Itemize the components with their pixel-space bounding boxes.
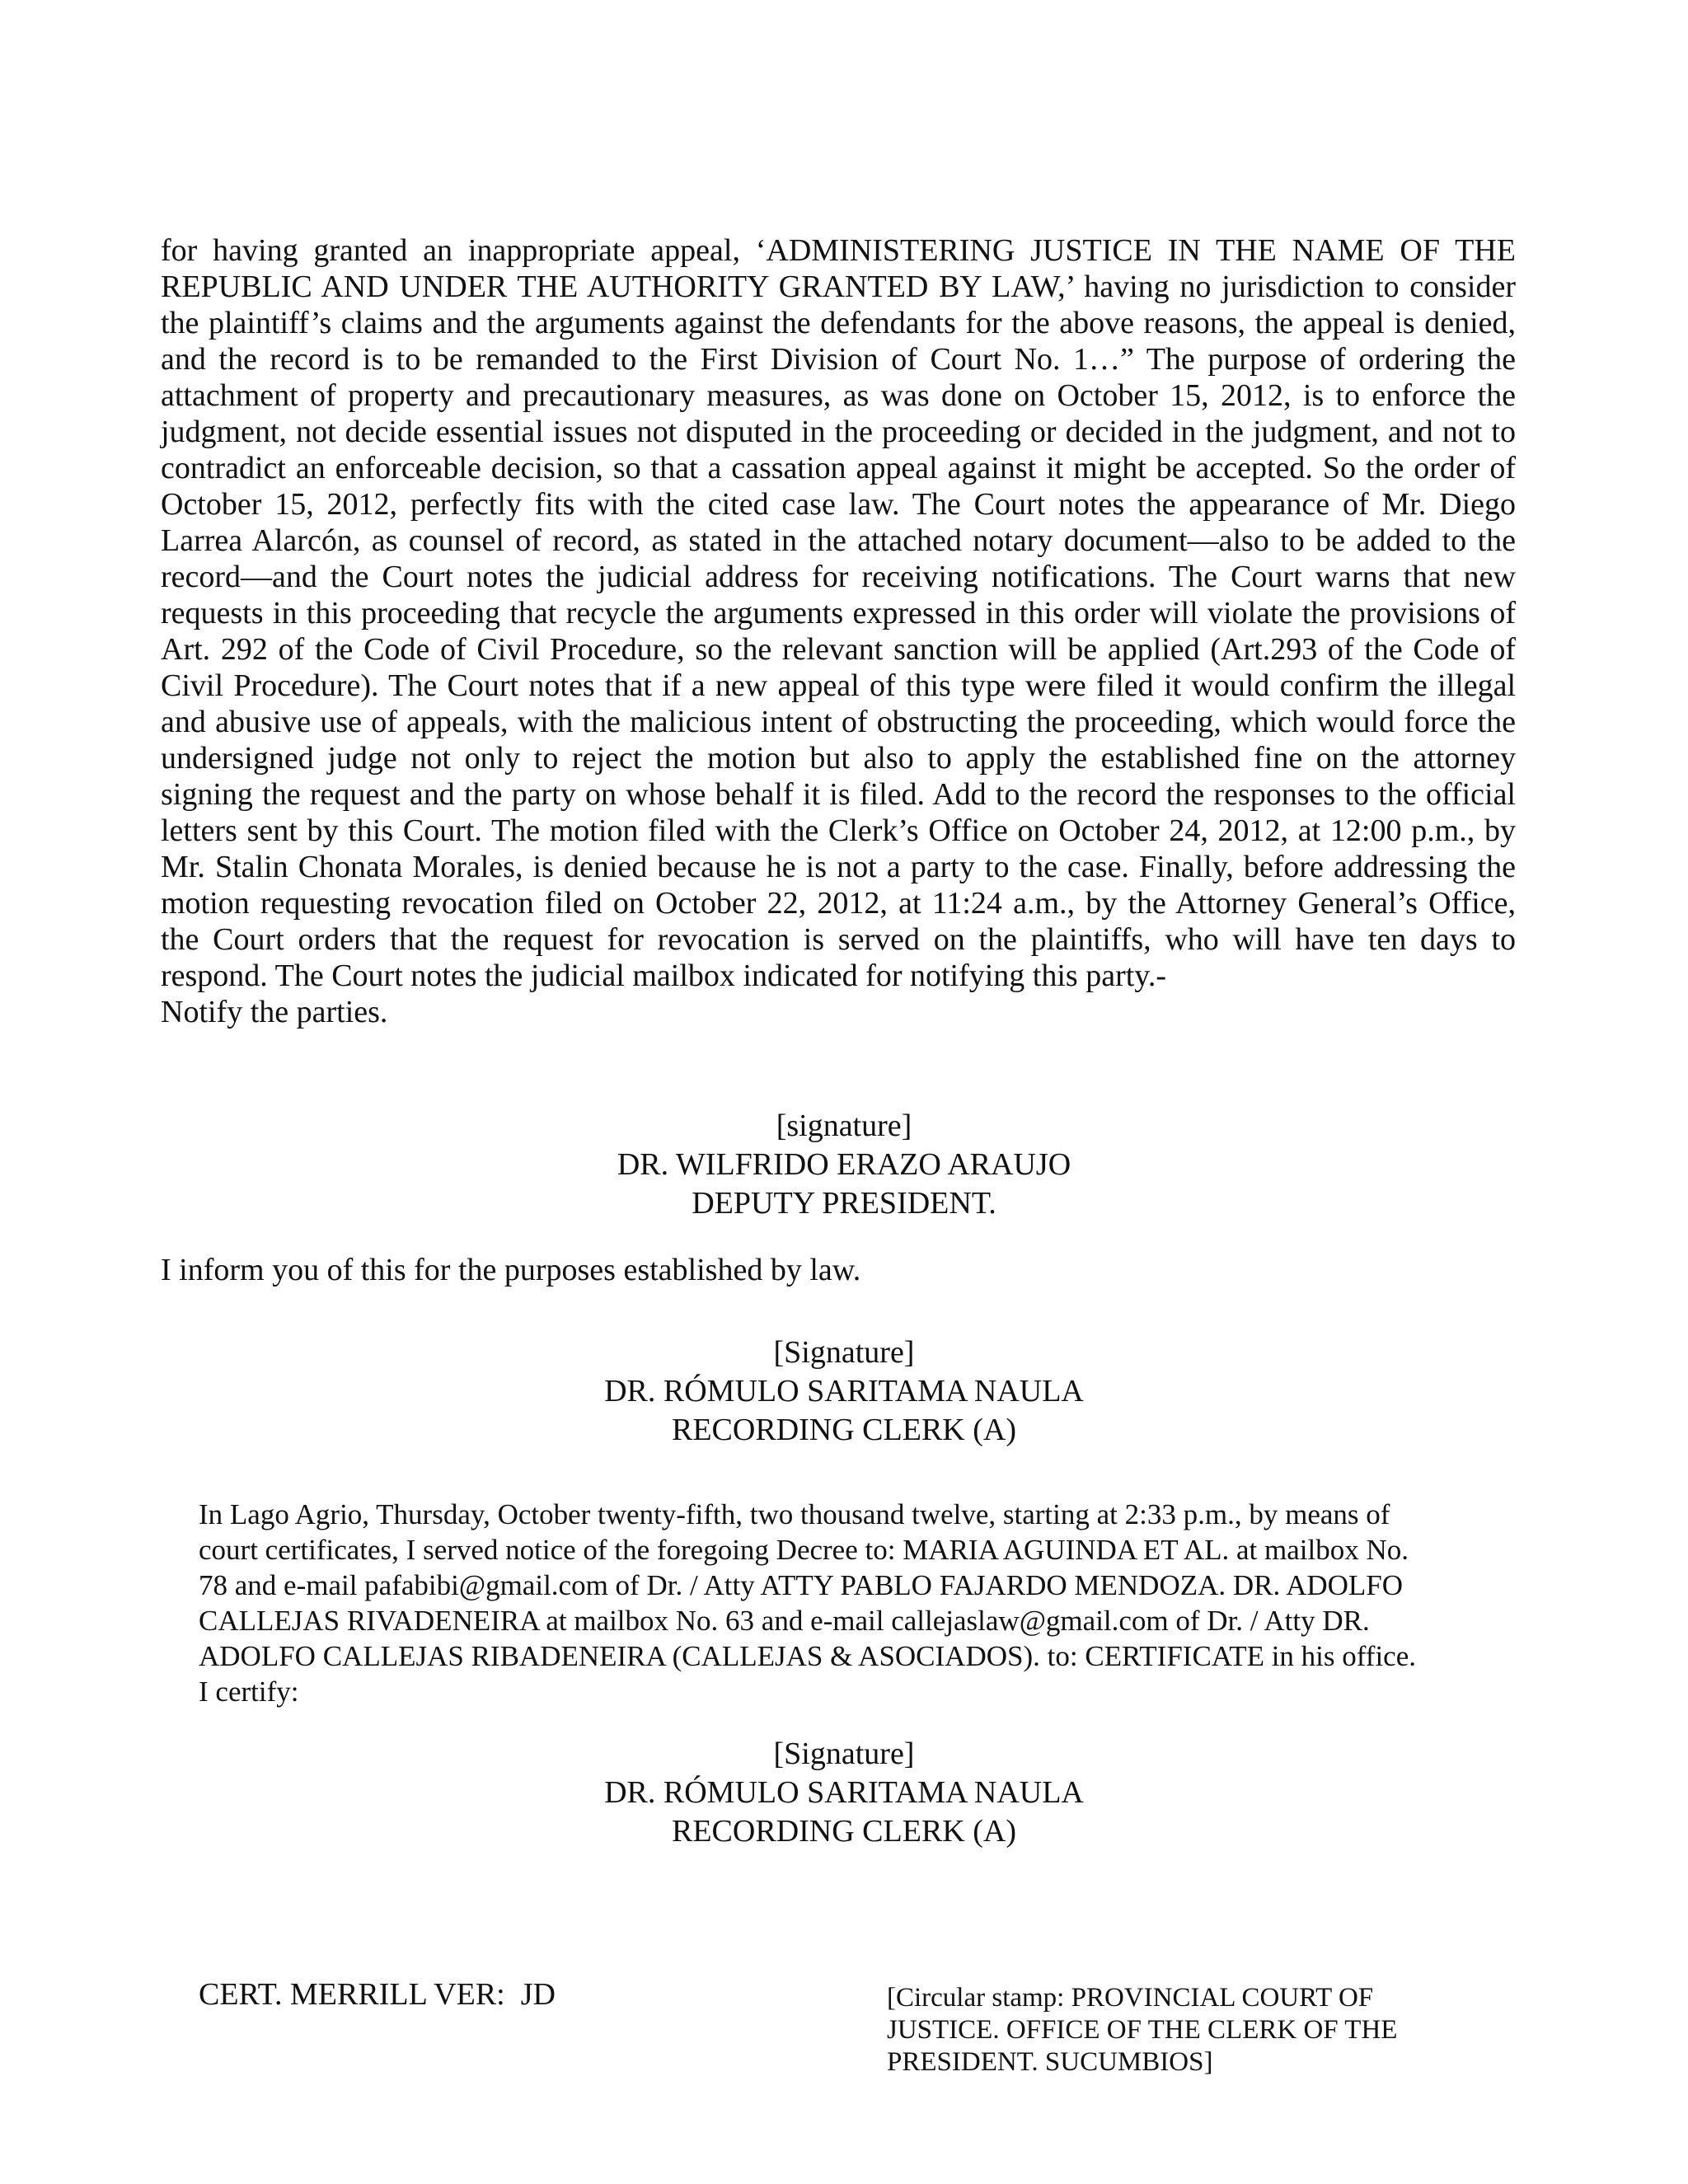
stamp-note-line: JUSTICE. OFFICE OF THE CLERK OF THE xyxy=(887,2015,1398,2045)
service-notice-line: ADOLFO CALLEJAS RIBADENEIRA (CALLEJAS & ASOCIADOS). to: CERTIFICATE in his office. xyxy=(199,1640,1416,1672)
service-notice-line: In Lago Agrio, Thursday, October twenty-fifth, two thousand twelve, starting at 2:33 p.m., by means of xyxy=(199,1498,1390,1530)
signature-marker: [signature] xyxy=(776,1108,912,1143)
signature-marker: [Signature] xyxy=(773,1335,915,1370)
notify-line: Notify the parties. xyxy=(161,995,388,1029)
service-notice-line: court certificates, I served notice of the foregoing Decree to: MARIA AGUINDA ET AL. at mailbox No. xyxy=(199,1534,1409,1566)
signatory-title: DEPUTY PRESIDENT. xyxy=(692,1186,996,1221)
signature-block-deputy-president xyxy=(0,1107,1688,1223)
service-notice-line: I certify: xyxy=(199,1675,299,1708)
signatory-title: RECORDING CLERK (A) xyxy=(672,1413,1016,1447)
stamp-note-line: PRESIDENT. SUCUMBIOS] xyxy=(887,2047,1213,2077)
service-notice xyxy=(199,1497,1484,1709)
signatory-title: RECORDING CLERK (A) xyxy=(672,1814,1016,1849)
service-notice-line: 78 and e-mail pafabibi@gmail.com of Dr. / Atty ATTY PABLO FAJARDO MENDOZA. DR. ADOLFO xyxy=(199,1569,1404,1601)
signature-block-recording-clerk xyxy=(0,1333,1688,1450)
main-paragraph: for having granted an inappropriate appeal, ‘ADMINISTERING JUSTICE IN THE NAME OF THE REPUBLIC AND UNDER THE AUTHORITY GRANTED BY LAW,’ having no jurisdiction to consider the plaintiff’s claims and the arguments against the defendants for the above reasons, the appeal is denied, and the record is to be remanded to the First Division of Court No. 1…” The purpose of ordering the attachment of property and precautionary measures, as was done on October 15, 2012, is to enforce the judgment, not decide essential issues not disputed in the proceeding or decided in the judgment, and not to contradict an enforceable decision, so that a cassation appeal against it might be accepted. So the order of October 15, 2012, perfectly fits with the cited case law. The Court notes the appearance of Mr. Diego Larrea Alarcón, as counsel of record, as stated in the attached notary document—also to be added to the record—and the Court notes the judicial address for receiving notifications. The Court warns that new requests in this proceeding that recycle the arguments expressed in this order will violate the provisions of Art. 292 of the Code of Civil Procedure, so the relevant sanction will be applied (Art.293 of the Code of Civil Procedure). The Court notes that if a new appeal of this type were filed it would confirm the illegal and abusive use of appeals, with the malicious intent of obstructing the proceeding, which would force the undersigned judge not only to reject the motion but also to apply the established fine on the attorney signing the request and the party on whose behalf it is filed. Add to the record the responses to the official letters sent by this Court. The motion filed with the Clerk’s Office on October 24, 2012, at 12:00 p.m., by Mr. Stalin Chonata Morales, is denied because he is not a party to the case. Finally, before addressing the motion requesting revocation filed on October 22, 2012, at 11:24 a.m., by the Attorney General’s Office, the Court orders that the request for revocation is served on the plaintiffs, who will have ten days to respond. The Court notes the judicial mailbox indicated for notifying this party.- xyxy=(161,233,1516,993)
signature-block-recording-clerk-certification xyxy=(0,1735,1688,1851)
service-notice-line: CALLEJAS RIVADENEIRA at mailbox No. 63 and e-mail callejaslaw@gmail.com of Dr. / Atty DR. xyxy=(199,1605,1370,1637)
stamp-note xyxy=(887,1982,1397,2079)
signatory-name: DR. RÓMULO SARITAMA NAULA xyxy=(604,1374,1084,1408)
signature-marker: [Signature] xyxy=(773,1736,915,1771)
inform-line: I inform you of this for the purposes established by law. xyxy=(161,1253,861,1287)
cert-verification-line: CERT. MERRILL VER: JD xyxy=(199,1977,556,2012)
stamp-note-line: [Circular stamp: PROVINCIAL COURT OF xyxy=(887,1983,1374,2013)
signatory-name: DR. WILFRIDO ERAZO ARAUJO xyxy=(617,1147,1071,1182)
signatory-name: DR. RÓMULO SARITAMA NAULA xyxy=(604,1775,1084,1810)
